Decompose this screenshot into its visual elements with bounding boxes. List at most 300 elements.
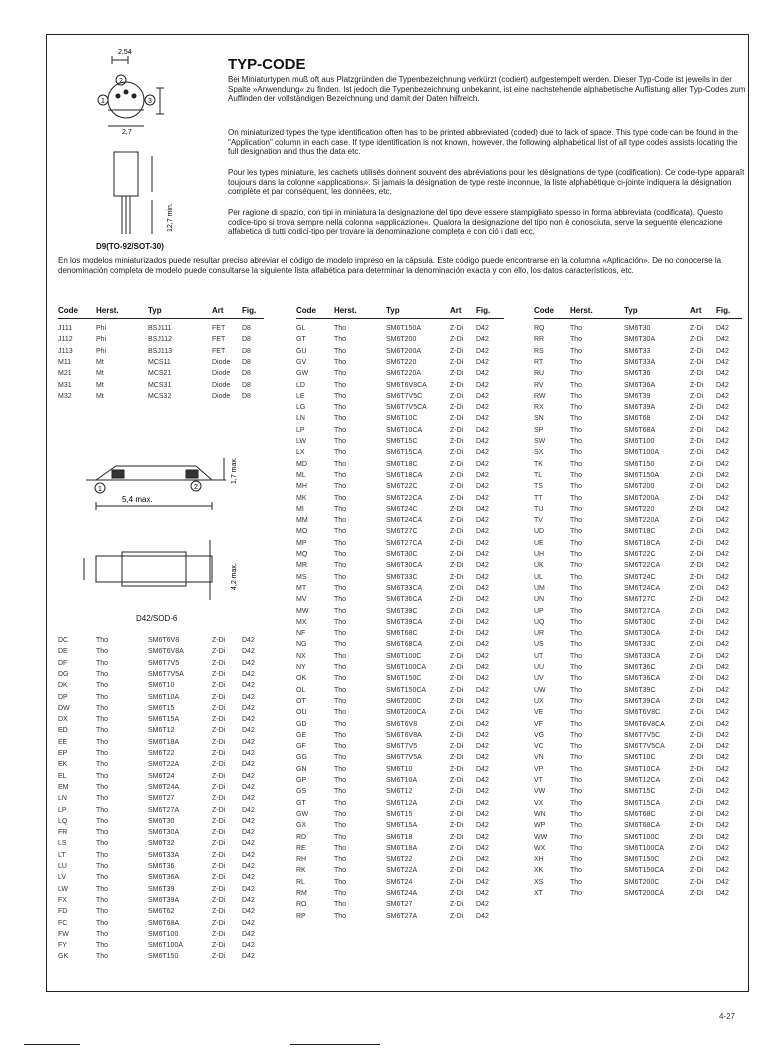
cell-art: Z-Di	[212, 829, 226, 837]
cell-herst: Tho	[96, 942, 109, 950]
cell-fig: D42	[242, 772, 255, 780]
cell-code: TU	[534, 505, 544, 513]
cell-herst: Tho	[570, 833, 583, 841]
cell-code: GX	[296, 822, 307, 830]
cell-herst: Tho	[570, 404, 583, 412]
cell-typ: SM6T220A	[624, 517, 660, 525]
cell-code: FC	[58, 919, 68, 927]
cell-fig: D8	[242, 358, 251, 366]
cell-herst: Tho	[570, 664, 583, 671]
cell-code: VT	[534, 777, 543, 784]
cell-code: RR	[534, 336, 545, 344]
cell-code: SX	[534, 449, 544, 457]
cell-typ: SM6T100	[624, 438, 655, 445]
cell-typ: SM6T150C	[624, 856, 660, 864]
cell-herst: Tho	[334, 641, 347, 649]
cell-code: RK	[296, 867, 306, 875]
cell-typ: SM6T30	[148, 817, 175, 825]
cell-typ: SM6T33A	[148, 851, 180, 859]
cell-fig: D42	[242, 919, 255, 927]
cell-art: Z-Di	[212, 750, 226, 757]
dim-f-label: 12,7 min.	[167, 203, 174, 232]
cell-fig: D42	[716, 358, 729, 366]
cell-typ: SM6T10C	[386, 415, 418, 423]
cell-code: TS	[534, 483, 543, 491]
cell-herst: Tho	[334, 517, 347, 525]
dim-c-label: 1,7 max.	[231, 457, 238, 484]
cell-herst: Tho	[96, 682, 109, 690]
cell-fig: D42	[716, 856, 729, 864]
cell-code: WW	[534, 833, 548, 841]
pin-2-label-d42: 2	[194, 484, 198, 491]
cell-code: RX	[534, 404, 544, 412]
cell-typ: SM6T39CA	[624, 697, 661, 705]
cell-code: MQ	[296, 551, 308, 558]
cell-code: ML	[296, 471, 306, 479]
cell-art: Z-Di	[212, 761, 226, 769]
cell-fig: D42	[476, 404, 489, 412]
cell-fig: D42	[242, 783, 255, 791]
cell-typ: SM6T100CA	[624, 844, 665, 852]
cell-typ: SM6T68	[624, 415, 651, 423]
cell-art: Z-Di	[690, 370, 704, 378]
cell-fig: D42	[476, 494, 489, 502]
cell-typ: SM6T7V5CA	[386, 404, 427, 412]
cell-fig: D42	[716, 426, 729, 434]
cell-fig: D42	[476, 731, 489, 739]
cell-herst: Tho	[334, 325, 347, 332]
cell-fig: D42	[242, 727, 255, 735]
cell-fig: D42	[476, 347, 489, 355]
cell-fig: D42	[476, 618, 489, 626]
cell-herst: Tho	[334, 539, 347, 547]
cell-code: M32	[58, 392, 72, 400]
cell-code: WN	[534, 810, 546, 818]
cell-herst: Tho	[570, 777, 583, 784]
cell-code: MD	[296, 460, 307, 468]
cell-code: GU	[296, 347, 307, 355]
cell-art: Z-Di	[690, 336, 704, 344]
cell-art: Z-Di	[450, 618, 464, 626]
cell-typ: SM6T24	[386, 878, 413, 886]
cell-typ: SM6T22CA	[386, 494, 423, 502]
dim-a-label: 2,54	[118, 49, 132, 56]
cell-code: MM	[296, 517, 308, 525]
cell-art: Z-Di	[450, 833, 464, 841]
cell-code: RT	[534, 358, 544, 366]
cell-typ: SM6T24CA	[386, 517, 423, 525]
cell-code: VG	[534, 731, 545, 739]
dim-d-label: 4,2 max.	[231, 563, 238, 590]
cell-herst: Tho	[96, 953, 109, 961]
header-rule-col1	[58, 318, 264, 319]
cell-herst: Tho	[334, 392, 347, 400]
cell-fig: D42	[716, 630, 729, 638]
cell-typ: SM6T7V5A	[148, 670, 184, 678]
cell-art: Z-Di	[212, 727, 226, 735]
cell-herst: Tho	[334, 551, 347, 558]
cell-code: DW	[58, 704, 70, 712]
cell-art: Z-Di	[450, 844, 464, 852]
cell-herst: Tho	[570, 551, 583, 558]
cell-fig: D42	[476, 471, 489, 479]
paragraph-german: Bei Miniaturtypen muß oft aus Platzgründen die Typenbezeichnung verkürzt (codiert) aufgestempelt werden. Dieser Typ-Code ist jeweils in der Spalte »Anwendung« zu finden. Ist jedoch die Typenbezeichnung unbekannt, ist eine nachstehende alphabetische Auflistung aller Typ-Codes zum Auffinden der vollständigen Bezeichnung und damit der Daten hilfreich.	[228, 75, 746, 104]
cell-herst: Tho	[334, 404, 347, 412]
cell-code: UV	[534, 675, 544, 683]
cell-fig: D42	[716, 551, 729, 558]
cell-fig: D42	[242, 795, 255, 803]
cell-typ: SM6T30CA	[624, 630, 661, 638]
cell-art: Z-Di	[690, 833, 704, 841]
cell-code: LT	[58, 851, 66, 859]
cell-code: UK	[534, 562, 544, 570]
cell-fig: D8	[242, 336, 251, 344]
cell-code: DX	[58, 716, 68, 724]
cell-fig: D42	[716, 777, 729, 784]
cell-art: Z-Di	[450, 325, 464, 332]
cell-typ: SM6T27C	[386, 528, 418, 536]
cell-art: Z-Di	[212, 930, 226, 938]
cell-art: Z-Di	[690, 709, 704, 717]
cell-herst: Tho	[334, 336, 347, 344]
cell-art: Z-Di	[450, 584, 464, 592]
cell-fig: D42	[716, 494, 729, 502]
cell-code: RD	[296, 833, 307, 841]
cell-art: FET	[212, 336, 226, 344]
cell-herst: Tho	[570, 562, 583, 570]
cell-code: UM	[534, 584, 545, 592]
paragraph-spanish: En los modelos miniaturizados puede resultar preciso abreviar el código de modelo impreso en la cápsula. Este código puede encontrarse en la columna «Aplicación». De no conocerse la denominación completa de modelo puede consultarse la siguiente lista alfabética para determinar la denominación exacta y con ello, los datos característicos, etc.	[58, 256, 722, 275]
cell-fig: D42	[476, 539, 489, 547]
cell-code: GN	[296, 765, 307, 773]
cell-herst: Tho	[96, 716, 109, 724]
header-fig: Fig.	[476, 306, 491, 315]
cell-typ: SM6T36A	[624, 381, 656, 389]
cell-fig: D42	[716, 483, 729, 491]
pin-1-label-d42: 1	[98, 486, 102, 493]
cell-typ: SM6T68CA	[386, 641, 423, 649]
cell-art: Z-Di	[450, 890, 464, 897]
cell-herst: Tho	[334, 415, 347, 423]
cell-typ: SM6T7V5	[148, 659, 180, 667]
cell-herst: Tho	[570, 358, 583, 366]
cell-fig: D42	[476, 483, 489, 491]
cell-art: Z-Di	[450, 483, 464, 491]
cell-herst: Tho	[334, 844, 347, 852]
cell-art: Z-Di	[690, 765, 704, 773]
cell-art: Z-Di	[450, 449, 464, 457]
cell-code: XT	[534, 890, 543, 897]
cell-fig: D42	[716, 596, 729, 604]
cell-fig: D42	[476, 912, 489, 920]
cell-fig: D42	[716, 833, 729, 841]
cell-typ: SM6T220	[624, 505, 655, 513]
cell-code: TL	[534, 471, 543, 479]
cell-herst: Tho	[570, 675, 583, 683]
cell-art: Z-Di	[450, 743, 464, 751]
cell-typ: SM6T7V5CA	[624, 743, 665, 751]
cell-code: OU	[296, 709, 307, 717]
cell-herst: Tho	[96, 761, 109, 769]
cell-typ: SM6T27A	[148, 806, 180, 814]
paragraph-italian: Per ragione di spazio, con tipi in miniatura la designazione del tipo deve essere stampigliato spesso in forma abbreviata (codificata). Questo codice-tipo si trova sempre nella colonna »applicazione«. Qualora la designazione del tipo non è conosciuta, serve la seguente elencazione alfabetica di tutti codici-tipo per trovare la denominazione completa e con ciò i dati ecc.	[228, 208, 723, 237]
cell-art: Z-Di	[450, 471, 464, 479]
paragraph-french: Pour les types miniature, les cachets utilisés donnent souvent des abréviations pour les désignations de type (codification). Ce code-type apparaît toujours dans la colonne «applications». Si jamais la désignation de type reste inconnue, la liste alphabétique ci-jointe indiquera la désignation complète et par conséquent, les données, etc.	[228, 168, 745, 197]
cell-typ: SM6T200CA	[624, 890, 665, 897]
cell-herst: Tho	[334, 664, 347, 671]
cell-code: GT	[296, 799, 306, 807]
cell-art: Z-Di	[450, 878, 464, 886]
cell-code: VW	[534, 788, 546, 796]
cell-art: Z-Di	[690, 539, 704, 547]
cell-typ: SM6T200CA	[386, 709, 427, 717]
cell-herst: Tho	[570, 460, 583, 468]
cell-art: Z-Di	[450, 810, 464, 818]
cell-herst: Tho	[334, 460, 347, 468]
cell-art: Z-Di	[212, 716, 226, 724]
cell-typ: SM6T150	[624, 460, 655, 468]
cell-typ: SM6T150CA	[386, 686, 427, 694]
dim-b-label: 5,4 max.	[122, 495, 153, 504]
cell-art: Z-Di	[212, 885, 226, 893]
cell-code: LE	[296, 392, 305, 400]
cell-typ: BSJ113	[148, 347, 172, 355]
header-art: Art	[212, 306, 224, 315]
cell-herst: Tho	[334, 788, 347, 796]
cell-fig: D42	[476, 799, 489, 807]
cell-code: MT	[296, 584, 307, 592]
cell-herst: Tho	[96, 863, 109, 870]
cell-typ: SM6T200	[624, 483, 655, 491]
cell-fig: D42	[716, 325, 729, 332]
cell-art: Z-Di	[690, 743, 704, 751]
cell-typ: SM6T36C	[624, 664, 656, 671]
cell-fig: D42	[716, 415, 729, 423]
cell-fig: D8	[242, 325, 251, 332]
cell-herst: Tho	[334, 505, 347, 513]
cell-fig: D42	[716, 584, 729, 592]
cell-code: UL	[534, 573, 543, 581]
cell-code: SW	[534, 438, 546, 445]
cell-herst: Tho	[570, 788, 583, 796]
cell-art: Z-Di	[450, 381, 464, 389]
cell-fig: D42	[716, 867, 729, 875]
pin-1-label: 1	[101, 98, 105, 105]
cell-art: Z-Di	[690, 505, 704, 513]
cell-fig: D42	[476, 856, 489, 864]
cell-fig: D42	[476, 844, 489, 852]
cell-art: Z-Di	[212, 874, 226, 882]
cell-code: VE	[534, 709, 544, 717]
cell-art: Z-Di	[450, 675, 464, 683]
cell-typ: SM6T150A	[624, 471, 660, 479]
cell-fig: D42	[476, 630, 489, 638]
cell-code: M31	[58, 381, 72, 389]
cell-art: Z-Di	[690, 381, 704, 389]
cell-code: VN	[534, 754, 544, 762]
cell-fig: D42	[716, 697, 729, 705]
cell-code: RS	[534, 347, 544, 355]
cell-code: GK	[58, 953, 69, 961]
cell-herst: Tho	[96, 908, 109, 916]
cell-fig: D42	[476, 754, 489, 762]
cell-typ: SM6T39C	[386, 607, 418, 615]
cell-art: Z-Di	[450, 539, 464, 547]
cell-art: Z-Di	[690, 449, 704, 457]
cell-typ: SM6T36	[148, 863, 175, 870]
cell-typ: SM6T12CA	[624, 777, 661, 784]
cell-code: LV	[58, 874, 67, 882]
cell-herst: Tho	[334, 652, 347, 660]
cell-fig: D42	[476, 325, 489, 332]
cell-fig: D42	[716, 381, 729, 389]
cell-fig: D42	[476, 822, 489, 830]
cell-code: FY	[58, 942, 67, 950]
cell-art: Z-Di	[212, 648, 226, 656]
cell-fig: D42	[476, 336, 489, 344]
cell-typ: SM6T10C	[624, 754, 656, 762]
cell-fig: D42	[476, 392, 489, 400]
cell-art: Z-Di	[450, 799, 464, 807]
cell-typ: SM6T30C	[624, 618, 656, 626]
cell-typ: SM6T100C	[386, 652, 422, 660]
cell-code: GD	[296, 720, 307, 728]
cell-herst: Tho	[96, 693, 109, 701]
cell-fig: D42	[476, 833, 489, 841]
cell-art: Z-Di	[690, 867, 704, 875]
cell-typ: SM6T18C	[386, 460, 418, 468]
cell-herst: Tho	[570, 641, 583, 649]
cell-art: Z-Di	[450, 709, 464, 717]
cell-code: MP	[296, 539, 307, 547]
pin-3-label: 3	[148, 98, 152, 105]
cell-fig: D42	[716, 686, 729, 694]
cell-herst: Tho	[570, 584, 583, 592]
cell-herst: Tho	[334, 799, 347, 807]
cell-art: Z-Di	[450, 573, 464, 581]
cell-herst: Tho	[96, 919, 109, 927]
cell-herst: Tho	[570, 573, 583, 581]
cell-fig: D8	[242, 347, 251, 355]
cell-art: Z-Di	[450, 630, 464, 638]
cell-code: VF	[534, 720, 543, 728]
cell-art: Z-Di	[212, 783, 226, 791]
header-rule-col3	[534, 318, 742, 319]
cell-herst: Phi	[96, 325, 107, 332]
cell-fig: D42	[476, 415, 489, 423]
cell-typ: SM6T30C	[386, 551, 418, 558]
cell-code: DC	[58, 637, 69, 644]
cell-typ: SM6T33A	[624, 358, 656, 366]
cell-code: MO	[296, 528, 308, 536]
cell-typ: SM6T39	[624, 392, 651, 400]
header-typ: Typ	[148, 306, 162, 315]
cell-herst: Tho	[570, 471, 583, 479]
cell-art: Z-Di	[690, 844, 704, 852]
cell-art: Z-Di	[450, 460, 464, 468]
cell-fig: D42	[476, 878, 489, 886]
cell-art: Z-Di	[690, 731, 704, 739]
cell-herst: Tho	[96, 637, 109, 644]
cell-code: RL	[296, 878, 305, 886]
cell-fig: D42	[716, 618, 729, 626]
cell-fig: D42	[476, 697, 489, 705]
cell-typ: SM6T7V5C	[386, 392, 423, 400]
cell-typ: SM6T30A	[624, 336, 656, 344]
cell-fig: D42	[242, 648, 255, 656]
cell-fig: D42	[476, 641, 489, 649]
cell-fig: D42	[242, 863, 255, 870]
cell-fig: D42	[716, 720, 729, 728]
cell-code: XS	[534, 878, 544, 886]
cell-herst: Tho	[570, 325, 583, 332]
header-typ: Typ	[624, 306, 638, 315]
cell-code: GG	[296, 754, 307, 762]
cell-typ: SM6T12A	[386, 799, 418, 807]
cell-art: Z-Di	[690, 720, 704, 728]
cell-art: Z-Di	[212, 806, 226, 814]
cell-art: Z-Di	[450, 731, 464, 739]
cell-typ: SM6T30A	[148, 829, 180, 837]
cell-fig: D42	[716, 449, 729, 457]
cell-typ: SM6T39C	[624, 686, 656, 694]
cell-fig: D42	[476, 562, 489, 570]
cell-herst: Tho	[570, 607, 583, 615]
cell-code: UQ	[534, 618, 545, 626]
cell-code: LN	[296, 415, 305, 423]
cell-typ: SM6T33C	[624, 641, 656, 649]
cell-fig: D42	[716, 754, 729, 762]
cell-herst: Tho	[96, 806, 109, 814]
cell-herst: Tho	[334, 765, 347, 773]
cell-art: Z-Di	[212, 682, 226, 690]
cell-herst: Tho	[570, 697, 583, 705]
cell-fig: D42	[716, 844, 729, 852]
cell-code: XH	[534, 856, 544, 864]
cell-fig: D42	[242, 885, 255, 893]
cell-herst: Tho	[570, 426, 583, 434]
cell-herst: Tho	[334, 494, 347, 502]
cell-fig: D42	[476, 810, 489, 818]
cell-herst: Tho	[334, 426, 347, 434]
cell-typ: SM6T18CA	[624, 539, 661, 547]
cell-herst: Mt	[96, 392, 104, 400]
cell-fig: D42	[476, 777, 489, 784]
cell-code: RE	[296, 844, 306, 852]
footer-rule	[24, 1044, 80, 1045]
cell-art: Z-Di	[690, 358, 704, 366]
cell-typ: SM6T6V8CA	[386, 381, 427, 389]
cell-fig: D42	[716, 517, 729, 525]
cell-typ: SM6T15C	[624, 788, 656, 796]
cell-art: Diode	[212, 392, 231, 400]
cell-fig: D42	[476, 765, 489, 773]
cell-code: J113	[58, 347, 73, 355]
cell-art: Z-Di	[690, 754, 704, 762]
cell-art: Z-Di	[690, 810, 704, 818]
cell-art: Diode	[212, 381, 231, 389]
cell-fig: D42	[476, 426, 489, 434]
cell-code: OL	[296, 686, 306, 694]
cell-art: Z-Di	[690, 325, 704, 332]
cell-typ: SM6T39A	[624, 404, 656, 412]
cell-fig: D42	[242, 716, 255, 724]
cell-herst: Tho	[570, 505, 583, 513]
cell-fig: D42	[476, 505, 489, 513]
cell-typ: SM6T18A	[386, 844, 418, 852]
cell-art: Z-Di	[690, 573, 704, 581]
cell-fig: D42	[476, 370, 489, 378]
